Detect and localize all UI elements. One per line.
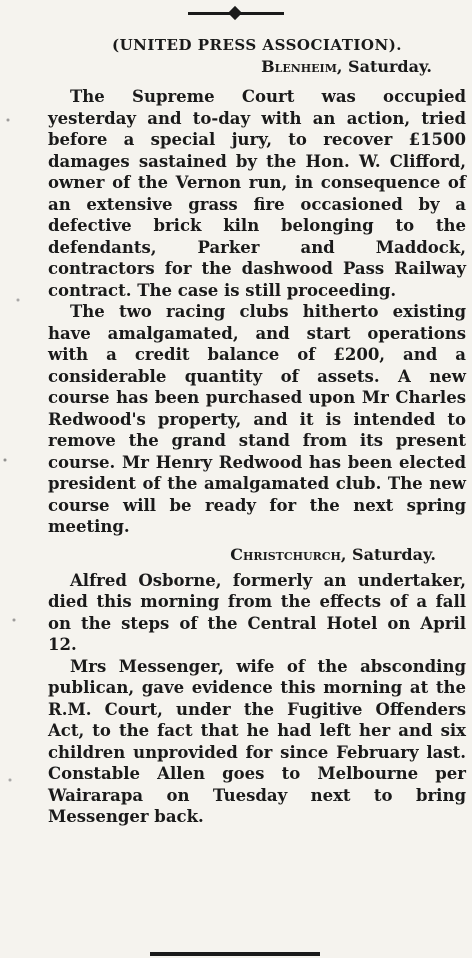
paragraph-messenger: Mrs Messenger, wife of the absconding publican, gave evidence this morning at the R.M. Court, under the Fugitive Offenders Act, to the fact that he had left her and six children unprovided for since February last. Constable Allen goes to Melbourne per Wairarapa on Tuesday next to bring Messenger back.: [48, 656, 466, 826]
dateline-day: Saturday.: [352, 544, 436, 564]
bottom-rule: [150, 952, 320, 956]
dateline-blenheim: [48, 56, 466, 78]
scan-noise: [0, 0, 36, 958]
paragraph-osborne: Alfred Osborne, formerly an undertaker, died this morning from the effects of a fall on the steps of the Central Hotel on April 12.: [48, 570, 466, 654]
rule-diamond-ornament: [228, 6, 242, 20]
dateline-christchurch: [48, 544, 466, 566]
dateline-place: Blenheim,: [261, 57, 343, 76]
paragraph-racing-clubs: The two racing clubs hitherto existing have amalgamated, and start operations with a credit balance of £200, and a considerable quantity of assets. A new course has been purchased upon Mr Charles Redwood's property, and it is intended to remove the grand stand from its present course. Mr Henry Redwood has been elected president of the amalgamated club. The new course will be ready for the next spring meeting.: [48, 302, 466, 536]
dateline-day: Saturday.: [348, 57, 432, 76]
top-ornamental-rule: [188, 12, 284, 15]
paragraph-supreme-court: The Supreme Court was occupied yesterday and to-day with an action, tried before a special jury, to recover £1500 damages sastained by the Hon. W. Clifford, owner of the Vernon run, in consequence of an extensive grass fire occasioned by a defective brick kiln belonging to the defendants, Parker and Maddock, contractors for the dashwood Pass Railway contract. The case is still proceeding.: [48, 87, 466, 300]
agency-credit: (UNITED PRESS ASSOCIATION).: [111, 36, 403, 54]
dateline-place: Christchurch,: [230, 544, 347, 564]
article-column: [48, 34, 466, 828]
